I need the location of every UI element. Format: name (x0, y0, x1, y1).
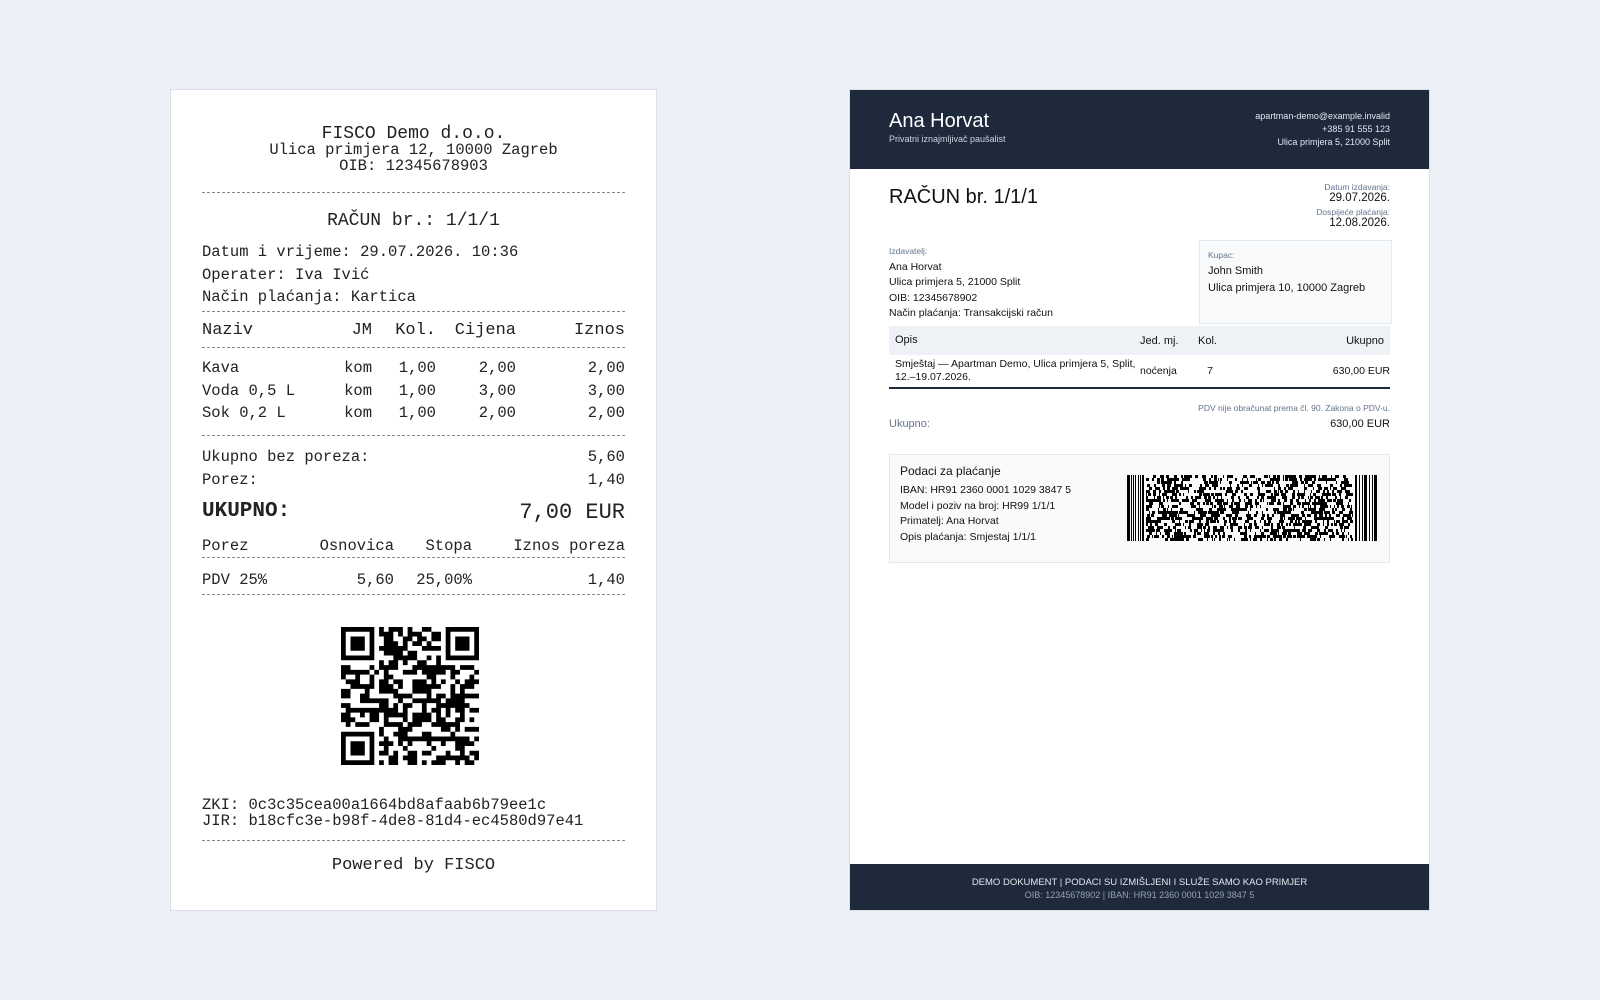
buyer-block (1199, 240, 1392, 324)
row-qty: 7 (1207, 365, 1213, 377)
item-name: Voda 0,5 L (202, 381, 296, 400)
issuer-label: Izdavatelj: (889, 246, 928, 256)
table-row (889, 355, 1390, 389)
tax-type: PDV 25% (202, 571, 268, 589)
vat-note: PDV nije obračunat prema čl. 90. Zakona o PDV-u. (1198, 403, 1390, 413)
item-price: 3,00 (478, 381, 516, 400)
payment-recipient: Primatelj: Ana Horvat (900, 515, 999, 527)
issuer-name: Ana Horvat (889, 260, 942, 273)
due-date: 12.08.2026. (1329, 217, 1390, 229)
tax-amount: 1,40 (587, 571, 625, 589)
issue-date-label: Datum izdavanja: (1324, 182, 1390, 192)
tax-base: 5,60 (356, 571, 394, 589)
powered-by: Powered by FISCO (331, 856, 496, 875)
receipt-company-name: FISCO Demo d.o.o. (321, 124, 506, 144)
receipt-items-header (202, 320, 625, 343)
total-value: 7,00 EUR (519, 500, 625, 525)
table-row (202, 357, 625, 380)
item-name: Sok 0,2 L (202, 404, 286, 422)
row-total: 630,00 EUR (1332, 365, 1390, 377)
invoice-dates (1316, 182, 1390, 229)
item-price: 2,00 (478, 359, 516, 377)
tax-table (202, 569, 625, 592)
divider (202, 347, 625, 348)
receipt-company-oib: OIB: 12345678903 (339, 157, 488, 175)
col-porez: Porez (202, 537, 249, 555)
subtotal-line (202, 446, 625, 469)
buyer-address: Ulica primjera 10, 10000 Zagreb (1208, 282, 1366, 294)
receipt-company-address: Ulica primjera 12, 10000 Zagreb (269, 141, 558, 159)
payment-iban: IBAN: HR91 2360 0001 1029 3847 5 (900, 484, 1072, 496)
fiscal-receipt (170, 89, 657, 911)
invoice-total-value: 630,00 EUR (1330, 418, 1390, 430)
receipt-payment-method: Način plaćanja: Kartica (202, 288, 416, 306)
receipt-summary (202, 446, 625, 491)
jir-code: JIR: b18cfc3e-b98f-4de8-81d4-ec4580d97e41 (202, 812, 584, 830)
item-amount: 3,00 (587, 381, 625, 400)
col-jm: JM (351, 321, 372, 340)
header-contact (1255, 110, 1390, 149)
zki-code: ZKI: 0c3c35cea00a1664bd8afaab6b79ee1c (202, 796, 547, 814)
tax-rate: 25,00% (416, 571, 472, 589)
item-unit: kom (344, 381, 372, 400)
buyer-label: Kupac: (1208, 250, 1235, 260)
qr-code (341, 627, 479, 765)
col-iznos-poreza: Iznos poreza (513, 537, 625, 555)
table-row (202, 569, 625, 592)
table-row (202, 380, 625, 403)
receipt-meta (202, 241, 625, 309)
item-qty: 1,00 (398, 359, 436, 377)
subtotal-label: Ukupno bez poreza: (202, 448, 370, 466)
item-amount: 2,00 (587, 404, 625, 422)
payment-description: Opis plaćanja: Smjestaj 1/1/1 (900, 530, 1036, 543)
receipt-datetime: Datum i vrijeme: 29.07.2026. 10:36 (202, 243, 519, 261)
contact-address: Ulica primjera 5, 21000 Split (1277, 137, 1390, 147)
col-osnovica: Osnovica (319, 537, 394, 555)
col-opis: Opis (895, 334, 918, 346)
receipt-title: RAČUN br.: 1/1/1 (327, 211, 500, 231)
payment-model: Model i poziv na broj: HR99 1/1/1 (900, 499, 1056, 512)
issuer-address: Ulica primjera 5, 21000 Split (889, 276, 1021, 288)
tax-label: Porez: (202, 470, 258, 489)
item-qty: 1,00 (398, 404, 436, 422)
item-unit: kom (344, 404, 372, 422)
table-header (889, 326, 1390, 355)
receipt-codes (202, 797, 625, 829)
divider (202, 435, 625, 436)
table-row (202, 402, 625, 425)
footer-ids: OIB: 12345678902 | IBAN: HR91 2360 0001 1029 3847 5 (1024, 890, 1255, 900)
col-kol: Kol. (395, 321, 436, 340)
contact-phone: +385 91 555 123 (1322, 124, 1390, 134)
col-kol: Kol. (1198, 334, 1217, 347)
due-date-label: Dospijeće plaćanja: (1316, 207, 1390, 217)
divider (202, 192, 625, 193)
receipt-operator: Operater: Iva Ivić (202, 265, 370, 284)
tax-value: 1,40 (587, 470, 625, 489)
invoice-header (850, 90, 1429, 169)
header-name: Ana Horvat (889, 110, 990, 132)
item-name: Kava (202, 359, 240, 377)
col-iznos: Iznos (573, 321, 625, 340)
invoice-total-label: Ukupno: (889, 418, 930, 430)
payment-lines (900, 483, 1071, 545)
row-description: Smještaj — Apartman Demo, Ulica primjera 5, Split, 12.–19.07.2026. (895, 358, 1136, 383)
item-price: 2,00 (478, 404, 516, 422)
item-amount: 2,00 (587, 359, 625, 377)
payment-details (889, 454, 1390, 563)
header-subtitle: Privatni iznajmljivač paušalist (889, 134, 1006, 144)
payment-title: Podaci za plaćanje (900, 464, 1001, 478)
issuer-oib: OIB: 12345678902 (889, 291, 978, 304)
buyer-name: John Smith (1208, 265, 1264, 277)
divider (202, 557, 625, 558)
tax-line (202, 469, 625, 492)
receipt-shop-info (202, 126, 625, 174)
invoice-items-table (889, 326, 1390, 389)
col-naziv: Naziv (202, 321, 254, 340)
divider (202, 840, 625, 841)
footer-disclaimer: DEMO DOKUMENT | PODACI SU IZMIŠLJENI I SLUŽE SAMO KAO PRIMJER (971, 877, 1308, 888)
divider (202, 311, 625, 312)
invoice-total (889, 418, 1390, 430)
receipt-total (202, 500, 625, 525)
col-cijena: Cijena (454, 321, 516, 340)
tax-table-header (202, 535, 625, 558)
divider (202, 594, 625, 595)
col-stopa: Stopa (425, 537, 472, 555)
row-unit: noćenja (1140, 365, 1177, 377)
issuer-block (889, 244, 1053, 322)
item-unit: kom (344, 359, 372, 377)
item-qty: 1,00 (398, 381, 436, 400)
contact-email: apartman-demo@example.invalid (1255, 111, 1390, 121)
total-label: UKUPNO: (202, 500, 291, 523)
payment-barcode (1127, 475, 1377, 541)
invoice-footer (850, 864, 1429, 910)
invoice-title: RAČUN br. 1/1/1 (889, 186, 1038, 208)
subtotal-value: 5,60 (587, 448, 625, 466)
col-jed-mj: Jed. mj. (1140, 334, 1179, 347)
issue-date: 29.07.2026. (1329, 192, 1390, 204)
receipt-items (202, 357, 625, 425)
invoice (849, 89, 1430, 911)
col-ukupno: Ukupno (1346, 334, 1384, 347)
issuer-payment: Način plaćanja: Transakcijski račun (889, 307, 1053, 319)
